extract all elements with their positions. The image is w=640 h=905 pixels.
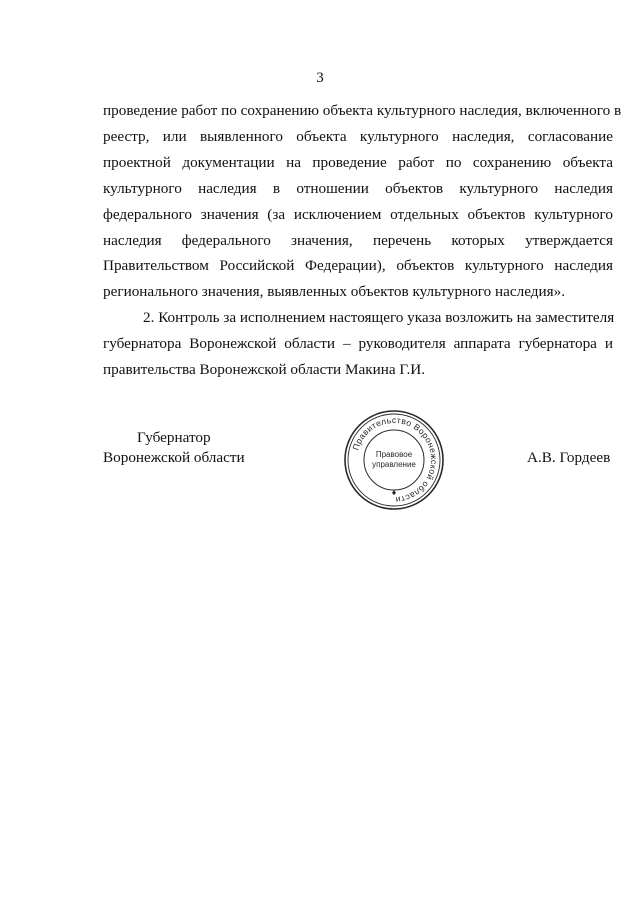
text-line: наследия федерального значения, перечень которых утверждается (103, 231, 613, 249)
paragraph-continuation (103, 98, 622, 305)
text-line: губернатора Воронежской области – руководителя аппарата губернатора и (103, 335, 613, 353)
signatory-position (103, 428, 245, 468)
star-icon (392, 490, 396, 495)
text-line: проектной документации на проведение работ по сохранению объекта (103, 153, 613, 171)
stamp-seal-graphic (343, 409, 445, 511)
stamp-inner-line-2: управление (372, 460, 416, 469)
position-title: Губернатор (137, 429, 211, 446)
page-number: 3 (316, 70, 324, 86)
stamp-inner-line-1: Правовое (375, 450, 413, 459)
document-body (103, 98, 622, 383)
official-stamp (343, 409, 445, 511)
text-line: реестр, или выявленного объекта культурного наследия, согласование (103, 127, 613, 145)
text-line: Правительством Российской Федерации), объектов культурного наследия (103, 257, 613, 275)
paragraph-control-clause (103, 305, 613, 383)
text-line: регионального значения, выявленных объектов культурного наследия». (103, 283, 566, 301)
text-line: правительства Воронежской области Макина Г.И. (103, 361, 426, 379)
text-line: проведение работ по сохранению объекта культурного наследия, включенного в (103, 102, 622, 119)
text-line: культурного наследия в отношении объектов культурного наследия (103, 179, 613, 197)
signatory-name: А.В. Гордеев (527, 449, 611, 466)
position-region: Воронежской области (103, 449, 245, 466)
stamp-outer-text: Правительство Воронежской области (350, 414, 440, 506)
text-line: 2. Контроль за исполнением настоящего указа возложить на заместителя (143, 309, 615, 327)
text-line: федерального значения (за исключением отдельных объектов культурного (103, 205, 613, 223)
